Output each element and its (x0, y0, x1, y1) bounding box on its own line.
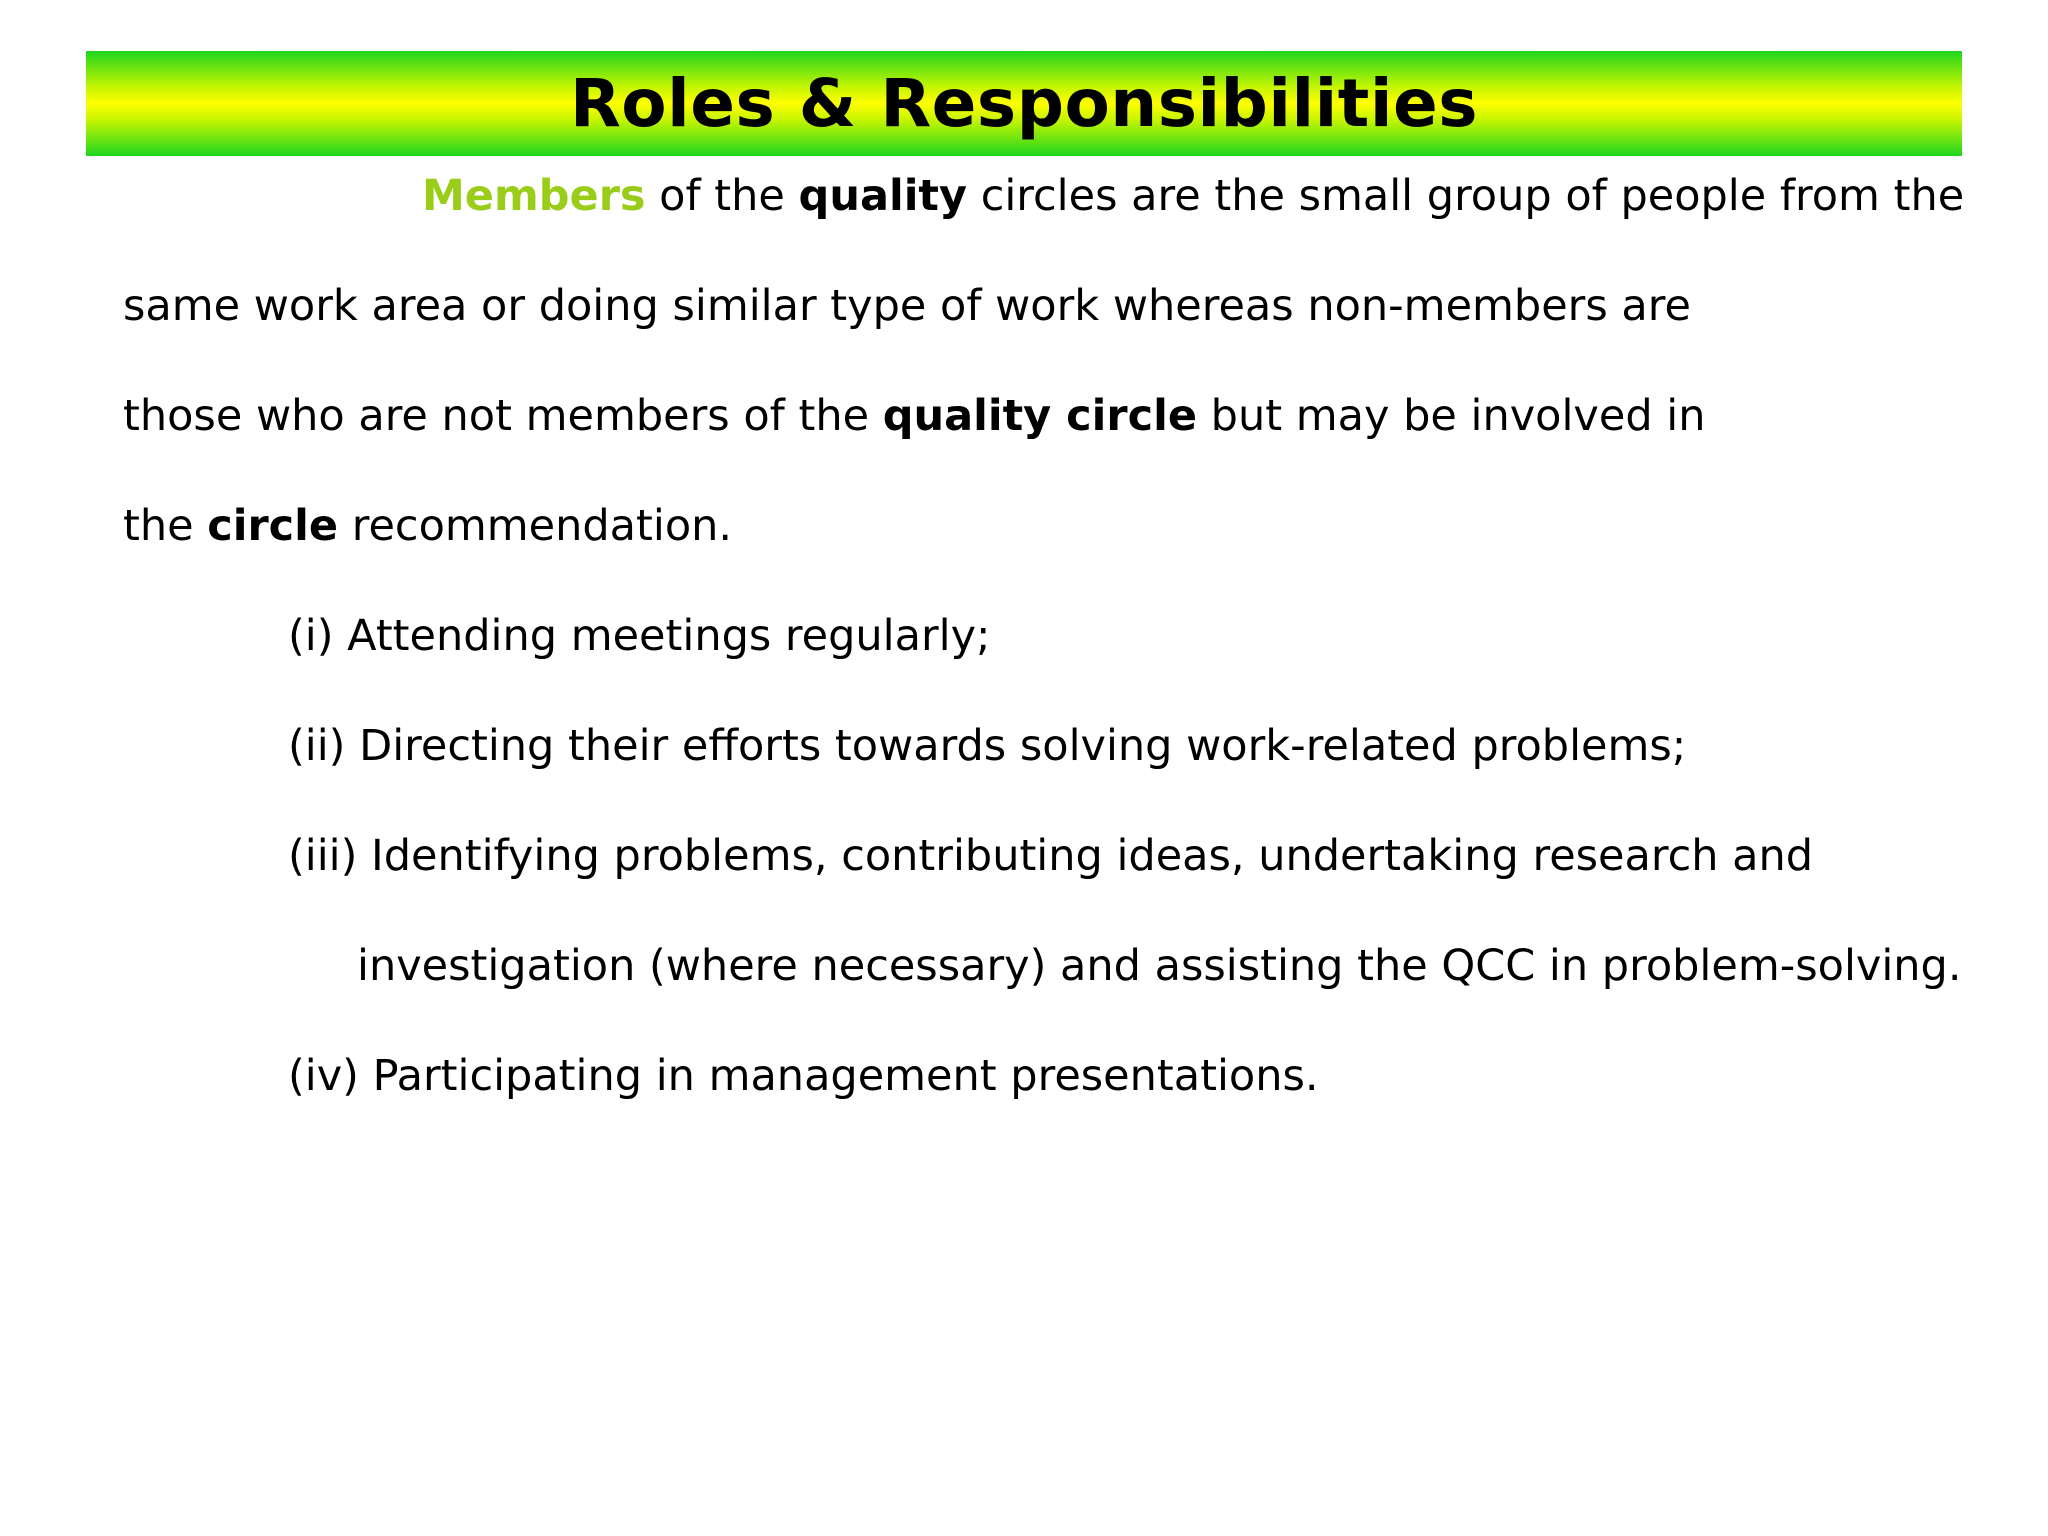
text-segment: but may be involved in (1197, 391, 1706, 441)
paragraph-line-3 (123, 388, 1706, 444)
text-segment: the (123, 501, 208, 551)
paragraph-line-2 (123, 278, 1691, 334)
text-segment: those who are not members of the (123, 391, 883, 441)
list-item: (i) Attending meetings regularly; (288, 611, 991, 661)
text-segment: recommendation. (338, 501, 733, 551)
quality-keyword: quality (798, 171, 968, 221)
text-segment: same work area or doing similar type of work whereas non-members are (123, 281, 1691, 331)
quality-circle-keyword: quality circle (882, 391, 1198, 441)
members-keyword: Members (422, 171, 646, 221)
list-item-continuation: investigation (where necessary) and assisting the QCC in problem-solving. (357, 941, 1962, 991)
title-banner (86, 51, 1962, 156)
slide-title: Roles & Responsibilities (569, 65, 1479, 142)
list-item: (iv) Participating in management presentations. (288, 1051, 1319, 1101)
list-item: (iii) Identifying problems, contributing ideas, undertaking research and (288, 831, 1814, 881)
text-segment: circles are the small group of people from the (967, 171, 1965, 221)
text-segment: of the (645, 171, 799, 221)
paragraph-line-1 (422, 168, 1964, 224)
list-item: (ii) Directing their efforts towards solving work-related problems; (288, 721, 1687, 771)
circle-keyword: circle (207, 501, 339, 551)
paragraph-line-4 (123, 498, 732, 554)
